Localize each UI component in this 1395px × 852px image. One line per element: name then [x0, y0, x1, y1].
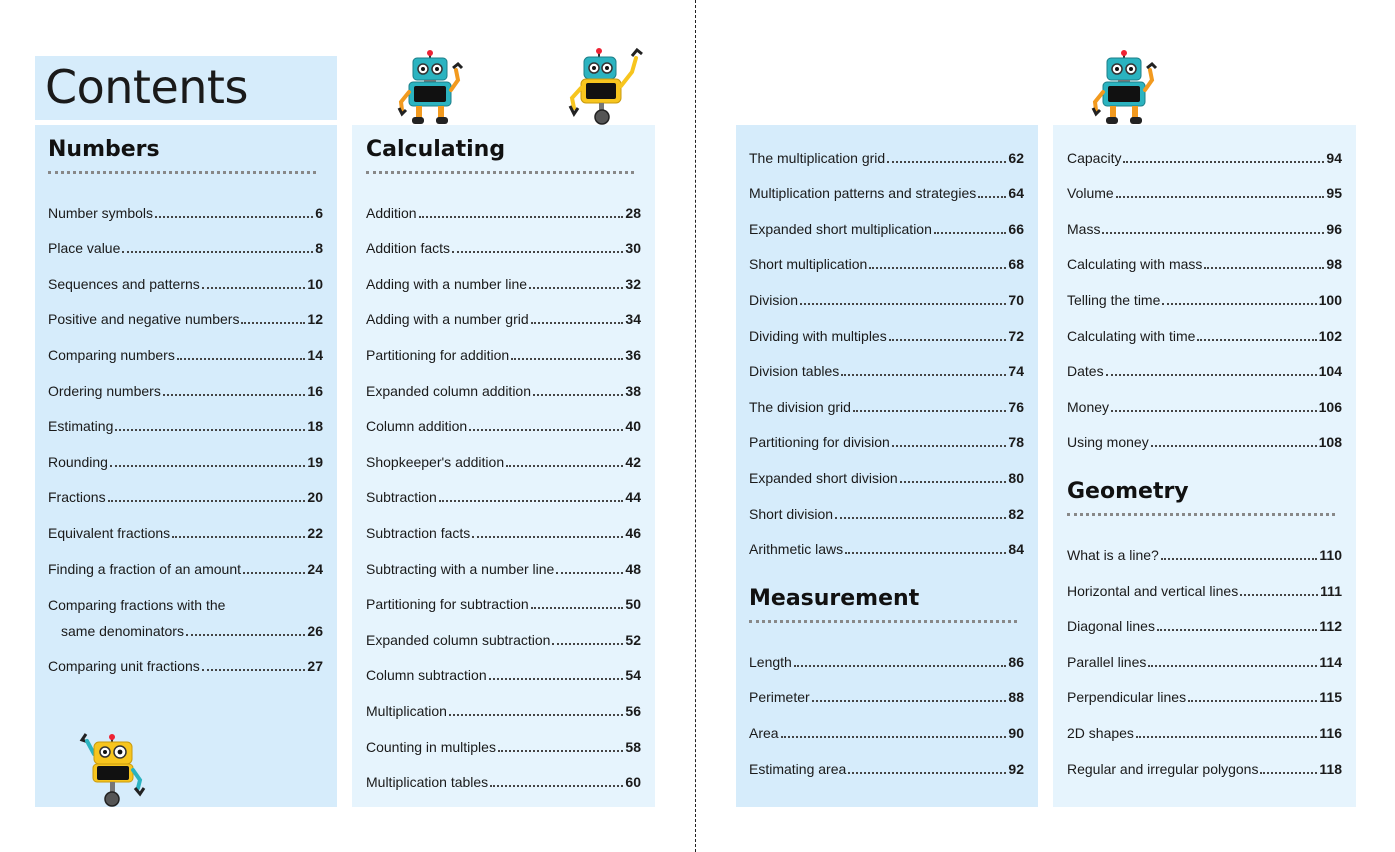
toc-entry[interactable]: [749, 202, 1024, 238]
toc-entry-label: Expanded column subtraction: [366, 631, 551, 648]
toc-entry-label: Money: [1067, 398, 1110, 415]
toc-entry-label: Column subtraction: [366, 667, 487, 684]
toc-entry-page-number: 100: [1318, 291, 1342, 308]
toc-entry-page-number: 102: [1318, 327, 1342, 344]
toc-entry-label: Regular and irregular polygons: [1067, 760, 1259, 777]
toc-entry-page-number: 54: [625, 667, 641, 684]
toc-entry[interactable]: [1067, 345, 1342, 381]
toc-entry-page-number: 111: [1320, 582, 1342, 599]
toc-entry-page-number: 38: [625, 382, 641, 399]
toc-entry[interactable]: [48, 293, 323, 329]
dot-leader: [177, 358, 306, 360]
toc-entry-label: Finding a fraction of an amount: [48, 560, 242, 577]
toc-entry-label: Adding with a number line: [366, 275, 528, 292]
toc-entry[interactable]: [1067, 416, 1342, 452]
toc-entry-page-number: 82: [1008, 505, 1024, 522]
toc-entry-page-number: 98: [1326, 256, 1342, 273]
robot-icon: [396, 50, 464, 126]
dot-leader: [172, 536, 305, 538]
toc-entry-page-number: 42: [625, 453, 641, 470]
toc-entry[interactable]: [749, 416, 1024, 452]
toc-entry[interactable]: [1067, 273, 1342, 309]
toc-entry[interactable]: [366, 364, 641, 400]
dot-leader: [1102, 232, 1324, 234]
dot-leader: [869, 267, 1006, 269]
toc-entry-page-number: 118: [1319, 760, 1342, 777]
toc-entry-page-number: 78: [1008, 434, 1024, 451]
dot-leader: [1106, 374, 1317, 376]
toc-entry-label: Adding with a number grid: [366, 311, 529, 328]
toc-entry[interactable]: [366, 186, 641, 222]
toc-entry[interactable]: [48, 471, 323, 507]
dot-leader: [243, 572, 305, 574]
heading-divider: [749, 620, 1017, 623]
toc-entry-label: Mass: [1067, 220, 1101, 237]
toc-entry-page-number: 80: [1008, 469, 1024, 486]
dot-leader: [1204, 267, 1324, 269]
toc-entry[interactable]: [48, 257, 323, 293]
toc-entry[interactable]: [366, 506, 641, 542]
robot-icon: [78, 732, 148, 808]
toc-entry-label: Comparing numbers: [48, 346, 175, 363]
toc-entry-label: Ordering numbers: [48, 382, 161, 399]
dot-leader: [887, 161, 1006, 163]
toc-entry-label: Area: [749, 724, 779, 741]
toc-entry-page-number: 108: [1318, 434, 1342, 451]
dot-leader: [1197, 339, 1316, 341]
toc-entry-label: Shopkeeper's addition: [366, 453, 505, 470]
toc-entry-page-number: 28: [625, 204, 641, 221]
toc-entry-label-continued: same denominators: [61, 622, 184, 639]
toc-entry-page-number: 24: [307, 560, 323, 577]
measurement-continued-list: [1067, 131, 1342, 451]
measurement-continued-panel: [1053, 125, 1356, 807]
dot-leader: [556, 572, 623, 574]
toc-entry-page-number: 46: [625, 524, 641, 541]
toc-entry[interactable]: [1067, 167, 1342, 203]
dot-leader: [853, 410, 1006, 412]
dot-leader: [1136, 736, 1317, 738]
toc-entry-page-number: 32: [625, 275, 641, 292]
toc-entry[interactable]: [749, 523, 1024, 559]
toc-entry-page-number: 8: [315, 240, 323, 257]
toc-entry-page-number: 64: [1008, 185, 1024, 202]
toc-entry[interactable]: [366, 435, 641, 471]
toc-entry-page-number: 115: [1319, 689, 1342, 706]
toc-entry[interactable]: [366, 613, 641, 649]
toc-entry[interactable]: [1067, 202, 1342, 238]
toc-entry-label: Multiplication tables: [366, 774, 489, 791]
toc-entry-page-number: 110: [1319, 546, 1342, 563]
toc-entry[interactable]: [749, 451, 1024, 487]
toc-entry-page-number: 76: [1008, 398, 1024, 415]
toc-entry-label: Division: [749, 291, 799, 308]
toc-entry-page-number: 68: [1008, 256, 1024, 273]
toc-entry-label: Parallel lines: [1067, 653, 1147, 670]
dot-leader: [1151, 445, 1317, 447]
toc-entry[interactable]: [366, 471, 641, 507]
toc-entry-page-number: 66: [1008, 220, 1024, 237]
toc-entry[interactable]: [366, 257, 641, 293]
toc-entry-label: Perpendicular lines: [1067, 689, 1187, 706]
dot-leader: [1162, 303, 1316, 305]
dot-leader: [848, 772, 1006, 774]
dot-leader: [900, 481, 1007, 483]
heading-divider: [48, 171, 316, 174]
toc-entry-page-number: 62: [1008, 149, 1024, 166]
toc-entry-label: Perimeter: [749, 689, 810, 706]
dot-leader: [202, 669, 306, 671]
toc-entry[interactable]: [749, 345, 1024, 381]
dot-leader: [202, 287, 306, 289]
toc-entry-page-number: 114: [1319, 653, 1342, 670]
toc-entry-label: Dates: [1067, 363, 1104, 380]
toc-entry-label: Diagonal lines: [1067, 618, 1155, 635]
toc-entry-label: Multiplication: [366, 702, 447, 719]
toc-entry[interactable]: [749, 238, 1024, 274]
toc-entry-page-number: 112: [1319, 618, 1342, 635]
toc-entry-label: Expanded short multiplication: [749, 220, 932, 237]
dot-leader: [1111, 410, 1317, 412]
toc-entry-label: Short multiplication: [749, 256, 868, 273]
toc-entry-label: Column addition: [366, 418, 468, 435]
toc-entry-page-number: 116: [1319, 724, 1342, 741]
toc-entry-page-number: 52: [625, 631, 641, 648]
toc-entry[interactable]: [48, 506, 323, 542]
toc-entry-page-number: 18: [307, 418, 323, 435]
dot-leader: [449, 714, 623, 716]
toc-entry-page-number: 40: [625, 418, 641, 435]
toc-entry-page-number: 90: [1008, 724, 1024, 741]
toc-entry-page-number: 60: [625, 774, 641, 791]
toc-entry-label: Telling the time: [1067, 291, 1161, 308]
dot-leader: [1260, 772, 1317, 774]
toc-entry-label: Multiplication patterns and strategies: [749, 185, 977, 202]
toc-entry-label: The division grid: [749, 398, 851, 415]
dot-leader: [978, 196, 1006, 198]
toc-entry-label: Addition facts: [366, 240, 451, 257]
dot-leader: [552, 643, 623, 645]
toc-entry-label: Subtracting with a number line: [366, 560, 555, 577]
dot-leader: [498, 750, 623, 752]
geometry-list: [1067, 528, 1342, 777]
toc-entry-page-number: 96: [1326, 220, 1342, 237]
toc-entry[interactable]: [48, 222, 323, 258]
toc-entry[interactable]: [366, 756, 641, 792]
dot-leader: [1157, 629, 1317, 631]
calculating-continued-panel: [736, 125, 1038, 807]
toc-entry[interactable]: [749, 487, 1024, 523]
toc-entry[interactable]: [1067, 742, 1342, 778]
toc-entry[interactable]: [749, 635, 1024, 671]
toc-entry-label: Calculating with time: [1067, 327, 1196, 344]
toc-entry-label: Expanded column addition: [366, 382, 532, 399]
dot-leader: [892, 445, 1007, 447]
dot-leader: [531, 322, 624, 324]
toc-entry[interactable]: [366, 222, 641, 258]
dot-leader: [110, 465, 305, 467]
toc-entry-page-number: 27: [307, 658, 323, 675]
toc-entry[interactable]: [48, 400, 323, 436]
toc-entry[interactable]: [1067, 238, 1342, 274]
dot-leader: [845, 552, 1006, 554]
toc-entry-label: Partitioning for division: [749, 434, 890, 451]
toc-entry-page-number: 74: [1008, 363, 1024, 380]
toc-entry-page-number: 95: [1326, 185, 1342, 202]
toc-entry-label: Addition: [366, 204, 417, 221]
toc-entry[interactable]: [48, 328, 323, 364]
toc-entry-label: Comparing fractions with the: [48, 596, 226, 613]
toc-entry[interactable]: [1067, 131, 1342, 167]
toc-entry-label: Positive and negative numbers: [48, 311, 240, 328]
toc-entry-page-number: 88: [1008, 689, 1024, 706]
dot-leader: [489, 678, 624, 680]
calculating-list: [366, 186, 641, 791]
toc-entry-page-number: 26: [307, 622, 323, 639]
dot-leader: [506, 465, 623, 467]
toc-entry-label: Fractions: [48, 489, 106, 506]
toc-entry[interactable]: [749, 167, 1024, 203]
toc-entry-page-number: 106: [1318, 398, 1342, 415]
toc-entry[interactable]: [366, 720, 641, 756]
toc-entry-label: Horizontal and vertical lines: [1067, 582, 1239, 599]
title-box: [35, 56, 337, 120]
toc-entry[interactable]: [48, 435, 323, 471]
toc-entry-label: Estimating: [48, 418, 114, 435]
toc-entry-page-number: 94: [1326, 149, 1342, 166]
toc-entry[interactable]: [366, 649, 641, 685]
toc-entry-label: Estimating area: [749, 760, 847, 777]
toc-entry-label: Capacity: [1067, 149, 1122, 166]
toc-entry-label: Using money: [1067, 434, 1149, 451]
toc-entry[interactable]: [48, 578, 323, 640]
dot-leader: [531, 607, 624, 609]
robot-icon: [1090, 50, 1158, 126]
toc-entry-page-number: 19: [307, 453, 323, 470]
dot-leader: [469, 429, 623, 431]
toc-entry-page-number: 34: [625, 311, 641, 328]
toc-entry-page-number: 70: [1008, 291, 1024, 308]
toc-entry[interactable]: [749, 380, 1024, 416]
dot-leader: [812, 700, 1007, 702]
toc-entry-page-number: 104: [1318, 363, 1342, 380]
toc-entry[interactable]: [1067, 635, 1342, 671]
measurement-list: [749, 635, 1024, 777]
dot-leader: [1188, 700, 1317, 702]
calculating-continued-list: [749, 131, 1024, 558]
dot-leader: [472, 536, 623, 538]
toc-entry-label: Short division: [749, 505, 834, 522]
toc-entry-page-number: 44: [625, 489, 641, 506]
toc-entry[interactable]: [366, 578, 641, 614]
toc-entry-page-number: 14: [307, 346, 323, 363]
dot-leader: [533, 394, 623, 396]
toc-entry[interactable]: [749, 671, 1024, 707]
dot-leader: [108, 500, 306, 502]
toc-entry-page-number: 30: [625, 240, 641, 257]
toc-entry-page-number: 6: [315, 204, 323, 221]
toc-entry-label: Calculating with mass: [1067, 256, 1203, 273]
toc-entry[interactable]: [366, 328, 641, 364]
robot-icon: [566, 46, 646, 126]
dot-leader: [841, 374, 1006, 376]
toc-entry-label: Counting in multiples: [366, 738, 496, 755]
toc-entry[interactable]: [48, 364, 323, 400]
numbers-panel: [35, 125, 337, 807]
page-divider: [695, 0, 696, 852]
heading-divider: [1067, 513, 1335, 516]
toc-entry[interactable]: [749, 706, 1024, 742]
toc-entry[interactable]: [1067, 706, 1342, 742]
toc-entry[interactable]: [366, 542, 641, 578]
toc-entry[interactable]: [749, 273, 1024, 309]
section-heading-numbers: Numbers: [48, 137, 160, 162]
dot-leader: [163, 394, 306, 396]
toc-entry[interactable]: [366, 400, 641, 436]
toc-entry-page-number: 58: [625, 738, 641, 755]
toc-entry-page-number: 48: [625, 560, 641, 577]
toc-entry-label: Number symbols: [48, 204, 154, 221]
toc-entry-page-number: 50: [625, 596, 641, 613]
toc-entry[interactable]: [1067, 528, 1342, 564]
dot-leader: [1240, 594, 1318, 596]
dot-leader: [835, 517, 1006, 519]
toc-entry[interactable]: [1067, 564, 1342, 600]
toc-entry-page-number: 36: [625, 346, 641, 363]
toc-entry-label: Arithmetic laws: [749, 541, 844, 558]
dot-leader: [1161, 558, 1318, 560]
dot-leader: [889, 339, 1007, 341]
section-heading-calculating: Calculating: [366, 137, 506, 162]
toc-entry-label: Place value: [48, 240, 121, 257]
dot-leader: [122, 251, 313, 253]
dot-leader: [419, 216, 624, 218]
toc-entry[interactable]: [48, 542, 323, 578]
toc-entry-label: Subtraction: [366, 489, 437, 506]
toc-entry[interactable]: [1067, 380, 1342, 416]
toc-entry-label: Dividing with multiples: [749, 327, 887, 344]
dot-leader: [1123, 161, 1324, 163]
toc-entry[interactable]: [366, 293, 641, 329]
toc-entry-label: Equivalent fractions: [48, 524, 171, 541]
dot-leader: [529, 287, 623, 289]
section-heading-measurement: Measurement: [749, 586, 920, 612]
toc-entry[interactable]: [749, 742, 1024, 778]
toc-entry-label: Partitioning for addition: [366, 346, 510, 363]
toc-entry-label: Expanded short division: [749, 469, 898, 486]
dot-leader: [934, 232, 1007, 234]
toc-entry-page-number: 20: [307, 489, 323, 506]
heading-divider: [366, 171, 634, 174]
calculating-panel: [352, 125, 655, 807]
toc-entry-page-number: 92: [1008, 760, 1024, 777]
toc-entry-page-number: 16: [307, 382, 323, 399]
toc-entry-label: Subtraction facts: [366, 524, 471, 541]
toc-entry-label: 2D shapes: [1067, 724, 1134, 741]
dot-leader: [511, 358, 623, 360]
toc-entry[interactable]: [749, 131, 1024, 167]
toc-entry-page-number: 56: [625, 702, 641, 719]
toc-entry[interactable]: [48, 640, 323, 676]
page-title: Contents: [45, 60, 248, 114]
toc-entry-label: Division tables: [749, 363, 840, 380]
toc-entry-label: Rounding: [48, 453, 108, 470]
dot-leader: [1148, 665, 1317, 667]
toc-entry[interactable]: [48, 186, 323, 222]
dot-leader: [115, 429, 305, 431]
toc-entry[interactable]: [1067, 600, 1342, 636]
toc-entry-page-number: 86: [1008, 653, 1024, 670]
toc-entry-label: The multiplication grid: [749, 149, 886, 166]
dot-leader: [439, 500, 624, 502]
toc-entry[interactable]: [1067, 671, 1342, 707]
dot-leader: [186, 634, 305, 636]
dot-leader: [781, 736, 1007, 738]
dot-leader: [452, 251, 623, 253]
toc-entry-label: Length: [749, 653, 792, 670]
toc-entry-page-number: 22: [307, 524, 323, 541]
toc-entry-label: Partitioning for subtraction: [366, 596, 529, 613]
toc-entry-page-number: 84: [1008, 541, 1024, 558]
section-heading-geometry: Geometry: [1067, 479, 1189, 505]
toc-entry-label: Volume: [1067, 185, 1114, 202]
toc-entry-label: What is a line?: [1067, 546, 1159, 563]
numbers-list: [48, 186, 323, 675]
toc-entry[interactable]: [366, 684, 641, 720]
dot-leader: [1116, 196, 1325, 198]
toc-entry[interactable]: [1067, 309, 1342, 345]
toc-entry-page-number: 12: [307, 311, 323, 328]
toc-entry-page-number: 10: [307, 275, 323, 292]
toc-entry-page-number: 72: [1008, 327, 1024, 344]
toc-entry[interactable]: [749, 309, 1024, 345]
toc-entry-label: Comparing unit fractions: [48, 658, 200, 675]
dot-leader: [800, 303, 1006, 305]
toc-entry-label: Sequences and patterns: [48, 275, 200, 292]
dot-leader: [155, 216, 313, 218]
dot-leader: [794, 665, 1007, 667]
dot-leader: [241, 322, 305, 324]
toc-entry-second-line: [48, 622, 323, 640]
dot-leader: [490, 785, 623, 787]
